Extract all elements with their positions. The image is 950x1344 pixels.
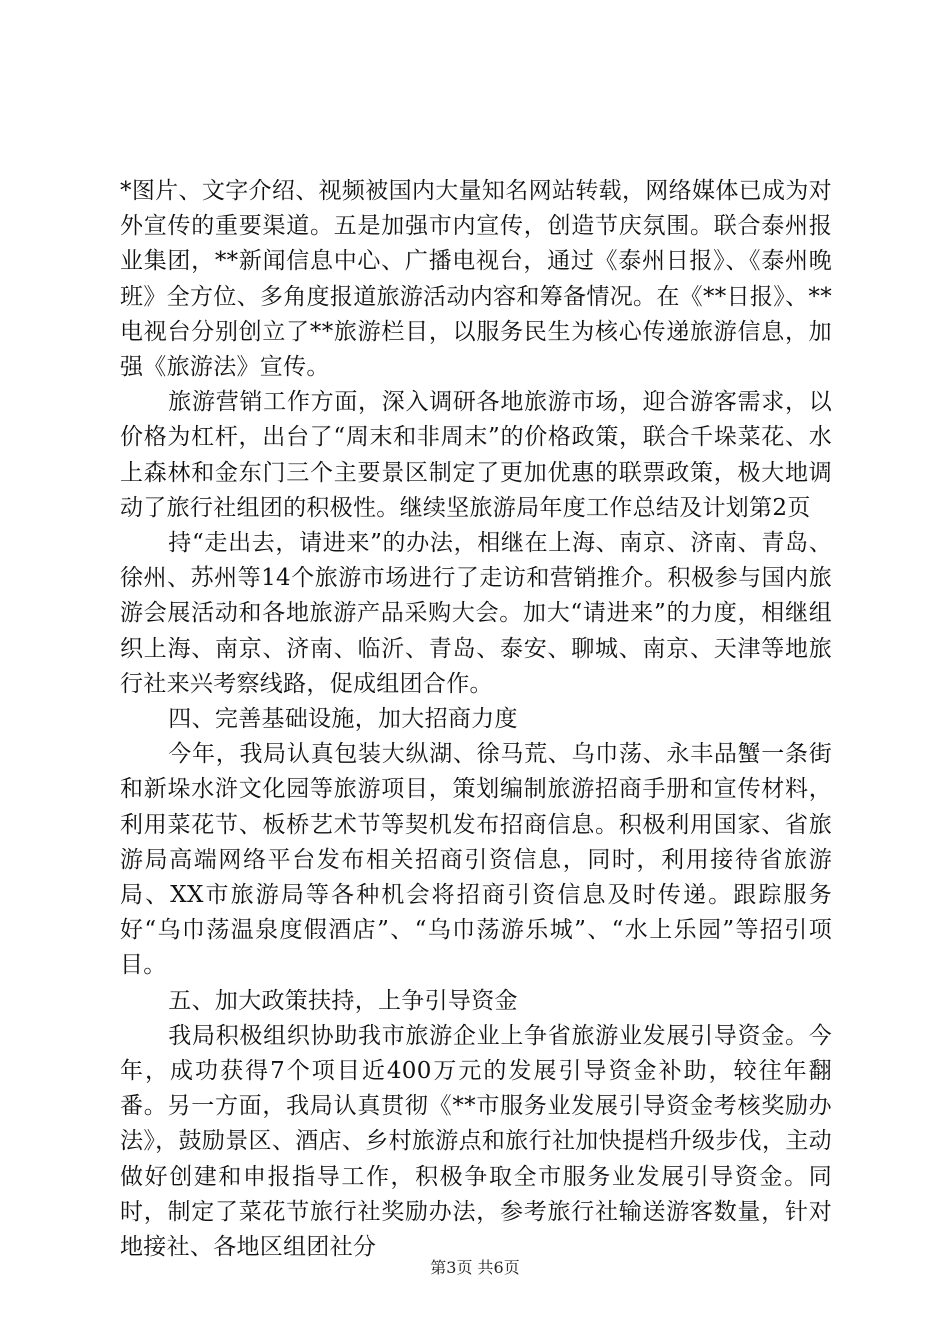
paragraph-investment-promotion: 今年，我局认真包装大纵湖、徐马荒、乌巾荡、永丰品蟹一条街和新垛水浒文化园等旅游项目，策划编制旅游招商手册和宣传材料，利用菜花节、板桥艺术节等契机发布招商信息。积极利用国家、省旅游局高端网络平台发布相关招商引资信息，同时，利用接待省旅游局、XX市旅游局等各种机会将招商引资信息及时传递。跟踪服务好“乌巾荡温泉度假酒店”、“乌巾荡游乐城”、“水上乐园”等招引项目。 (120, 741, 832, 979)
page-number-footer: 第3页 共6页 (430, 1258, 520, 1277)
paragraph-go-out-invite-in: 持“走出去，请进来”的办法，相继在上海、南京、济南、青岛、徐州、苏州等14个旅游市场进行了走访和营销推介。积极参与国内旅游会展活动和各地旅游产品采购大会。加大“请进来”的力度，相继组织上海、南京、济南、临沂、青岛、泰安、聊城、南京、天津等地旅行社来兴考察线路，促成组团合作。 (120, 530, 832, 697)
section-heading-infrastructure: 四、完善基础设施，加大招商力度 (168, 706, 518, 733)
paragraph-media-publicity: *图片、文字介绍、视频被国内大量知名网站转载，网络媒体已成为对外宣传的重要渠道。五是加强市内宣传，创造节庆氛围。联合泰州报业集团，**新闻信息中心、广播电视台，通过《泰州日报》、《泰州晚班》全方位、多角度报道旅游活动内容和筹备情况。在《**日报》、**电视台分别创立了**旅游栏目，以服务民生为核心传递旅游信息，加强《旅游法》宣传。 (120, 178, 832, 381)
section-heading-policy-support: 五、加大政策扶持，上争引导资金 (168, 987, 518, 1014)
paragraph-guidance-funds: 我局积极组织协助我市旅游企业上争省旅游业发展引导资金。今年，成功获得7个项目近400万元的发展引导资金补助，较往年翻番。另一方面，我局认真贯彻《**市服务业发展引导资金考核奖励办法》，鼓励景区、酒店、乡村旅游点和旅行社加快提档升级步伐，主动做好创建和申报指导工作，积极争取全市服务业发展引导资金。同时，制定了菜花节旅行社奖励办法，参考旅行社输送游客数量，针对地接社、各地区组团社分 (120, 1022, 832, 1261)
paragraph-tourism-marketing: 旅游营销工作方面，深入调研各地旅游市场，迎合游客需求，以价格为杠杆，出台了“周末和非周末”的价格政策，联合千垛菜花、水上森林和金东门三个主要景区制定了更加优惠的联票政策，极大地调动了旅行社组团的积极性。继续坚旅游局年度工作总结及计划第2页 (120, 389, 832, 521)
document-body (120, 174, 832, 1265)
